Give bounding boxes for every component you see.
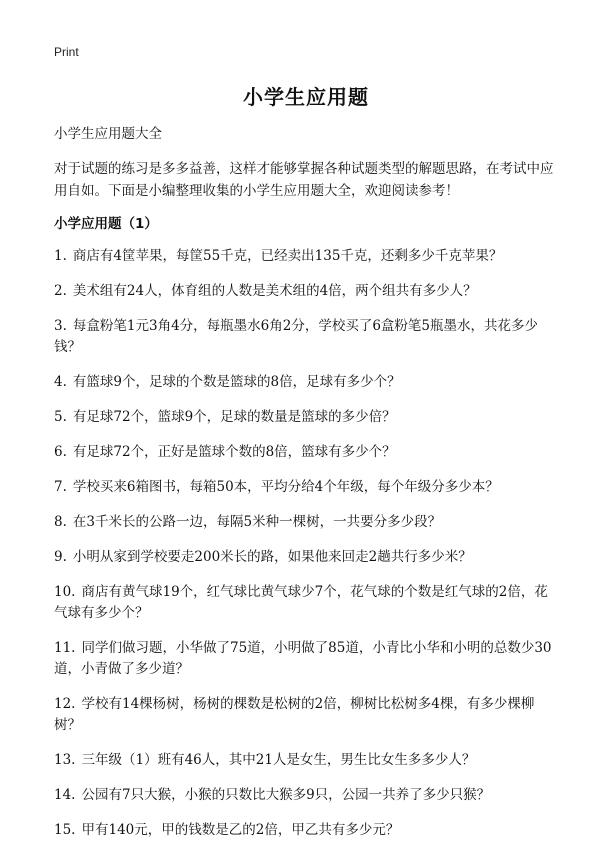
page-title: 小学生应用题 [243,85,369,109]
subtitle: 小学生应用题大全 [54,126,162,142]
question-item [54,246,558,267]
question-number: 10. [54,584,76,600]
question-list [54,246,558,841]
question-number: 13. [54,752,76,768]
question-text: 小明从家到学校要走200米长的路，如果他来回走2趟共行多少米？ [72,549,472,565]
print-link[interactable]: Print [54,45,79,59]
question-number: 14. [54,787,76,803]
question-number: 5. [54,409,67,425]
question-number: 1. [54,248,67,264]
question-item [54,638,558,680]
question-text: 有足球72个，正好是篮球个数的8倍，篮球有多少个？ [72,444,396,460]
question-number: 2. [54,283,67,299]
question-number: 4. [54,374,67,390]
question-text: 同学们做习题，小华做了75道，小明做了85道，小青比小华和小明的总数少30道，小青做了多少道？ [54,640,552,677]
question-text: 学校有14棵杨树，杨树的棵数是松树的2倍，柳树比松树多4棵，有多少棵柳树？ [54,696,535,733]
question-text: 学校买来6箱图书，每箱50本，平均分给4个年级，每个年级分多少本？ [72,479,499,495]
question-item [54,547,558,568]
question-item [54,281,558,302]
question-text: 甲有140元，甲的钱数是乙的2倍，甲乙共有多少元？ [81,822,400,838]
question-item [54,785,558,806]
question-item [54,582,558,624]
question-number: 15. [54,822,76,838]
question-item [54,407,558,428]
question-number: 12. [54,696,76,712]
question-text: 在3千米长的公路一边，每隔5米种一棵树，一共要分多少段？ [72,514,442,530]
question-text: 美术组有24人，体育组的人数是美术组的4倍，两个组共有多少人？ [72,283,477,299]
question-text: 有篮球9个，足球的个数是篮球的8倍，足球有多少个？ [72,374,401,390]
question-item [54,820,558,841]
question-text: 商店有4筐苹果，每筐55千克，已经卖出135千克，还剩多少千克苹果？ [72,248,503,264]
question-item [54,477,558,498]
question-number: 3. [54,318,67,334]
question-item [54,512,558,533]
question-text: 每盒粉笔1元3角4分，每瓶墨水6角2分，学校买了6盒粉笔5瓶墨水，共花多少钱？ [54,318,539,355]
question-text: 商店有黄气球19个，红气球比黄气球少7个，花气球的个数是红气球的2倍，花气球有多少个？ [54,584,548,621]
question-number: 8. [54,514,67,530]
question-text: 公园有7只大猴，小猴的只数比大猴多9只，公园一共养了多少只猴？ [81,787,491,803]
question-item [54,750,558,771]
question-item [54,442,558,463]
question-text: 有足球72个，篮球9个，足球的数量是篮球的多少倍？ [72,409,396,425]
question-number: 6. [54,444,67,460]
question-text: 三年级（1）班有46人，其中21人是女生，男生比女生多多少人？ [81,752,476,768]
question-item [54,694,558,736]
question-item [54,316,558,358]
question-number: 9. [54,549,67,565]
section-heading: 小学应用题（1） [54,216,158,232]
question-number: 7. [54,479,67,495]
question-item [54,372,558,393]
question-number: 11. [54,640,76,656]
intro-paragraph: 对于试题的练习是多多益善，这样才能够掌握各种试题类型的解题思路，在考试中应用自如。下面是小编整理收集的小学生应用题大全，欢迎阅读参考！ [54,161,554,199]
